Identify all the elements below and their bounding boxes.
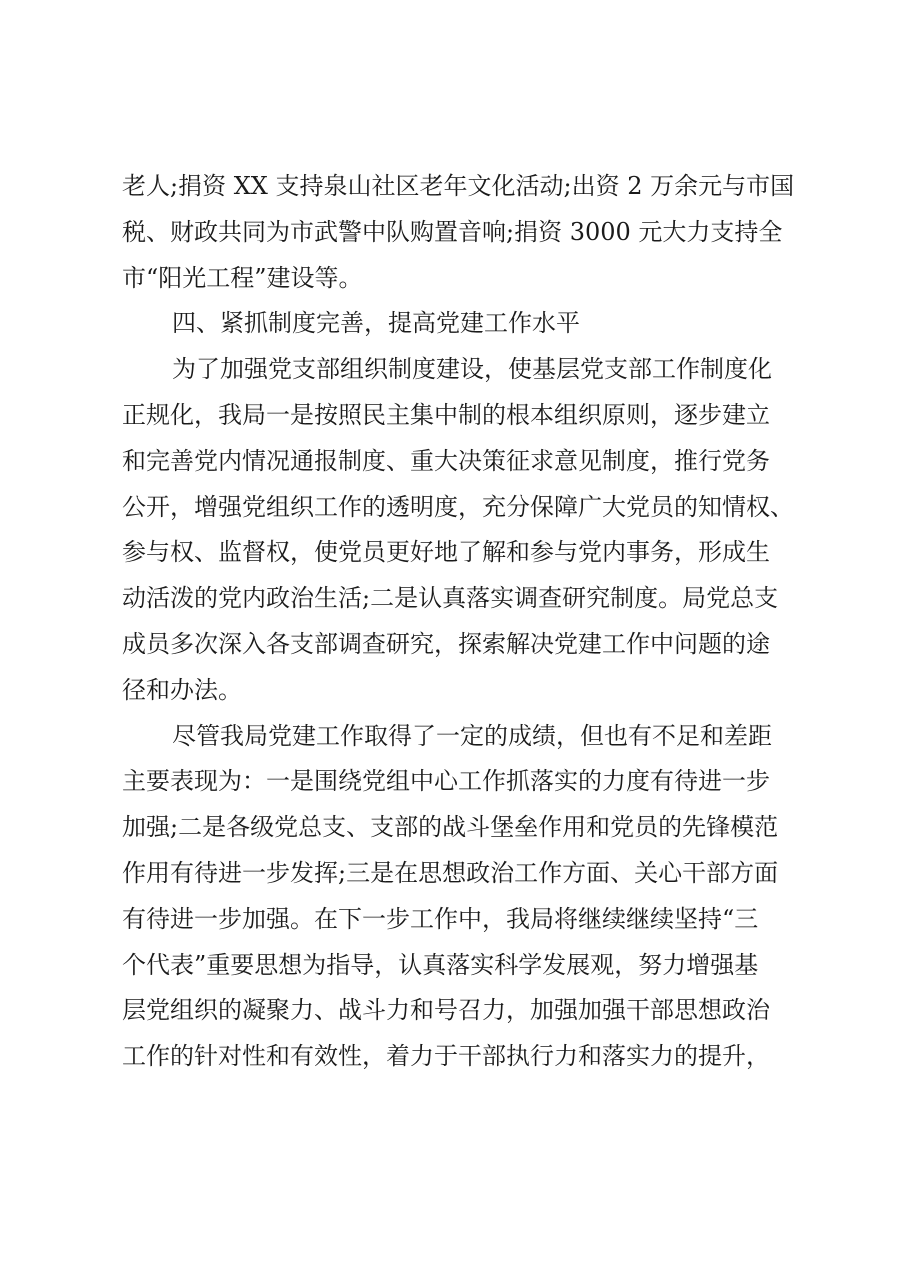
text-line: 有待进一步加强。在下一步工作中，我局将继续继续坚持“三 [122, 904, 759, 933]
text-line: 市“阳光工程”建设等。 [122, 263, 363, 292]
text-line: 动活泼的党内政治生活;二是认真落实调查研究制度。局党总支 [122, 584, 779, 613]
paragraph-first-line: 尽管我局党建工作取得了一定的成绩，但也有不足和差距 [172, 721, 772, 750]
text-line: 作用有待进一步发挥;三是在思想政治工作方面、关心干部方面 [122, 858, 779, 887]
text-line: 老人;捐资 XX 支持泉山社区老年文化活动;出资 2 万余元与市国 [122, 172, 795, 200]
text-line: 参与权、监督权，使党员更好地了解和参与党内事务，形成生 [122, 538, 770, 567]
text-line: 主要表现为：一是围绕党组中心工作抓落实的力度有待进一步 [122, 767, 770, 796]
text-line: 正规化，我局一是按照民主集中制的根本组织原则，逐步建立 [122, 400, 770, 429]
body-text [122, 164, 802, 1080]
text-line: 层党组织的凝聚力、战斗力和号召力，加强加强干部思想政治 [122, 996, 770, 1025]
text-line: 径和办法。 [122, 675, 242, 704]
text-line: 成员多次深入各支部调查研究，探索解决党建工作中问题的途 [122, 629, 770, 658]
text-line: 公开，增强党组织工作的透明度，充分保障广大党员的知情权、 [122, 492, 794, 521]
text-line: 加强;二是各级党总支、支部的战斗堡垒作用和党员的先锋模范 [122, 813, 779, 842]
section-heading: 四、紧抓制度完善，提高党建工作水平 [172, 309, 580, 338]
text-line: 工作的针对性和有效性，着力于干部执行力和落实力的提升， [122, 1042, 770, 1071]
text-line: 和完善党内情况通报制度、重大决策征求意见制度，推行党务 [122, 446, 770, 475]
text-line: 个代表”重要思想为指导，认真落实科学发展观，努力增强基 [122, 950, 759, 979]
paragraph-first-line: 为了加强党支部组织制度建设，使基层党支部工作制度化 [172, 355, 772, 384]
text-line: 税、财政共同为市武警中队购置音响;捐资 3000 元大力支持全 [122, 217, 783, 246]
